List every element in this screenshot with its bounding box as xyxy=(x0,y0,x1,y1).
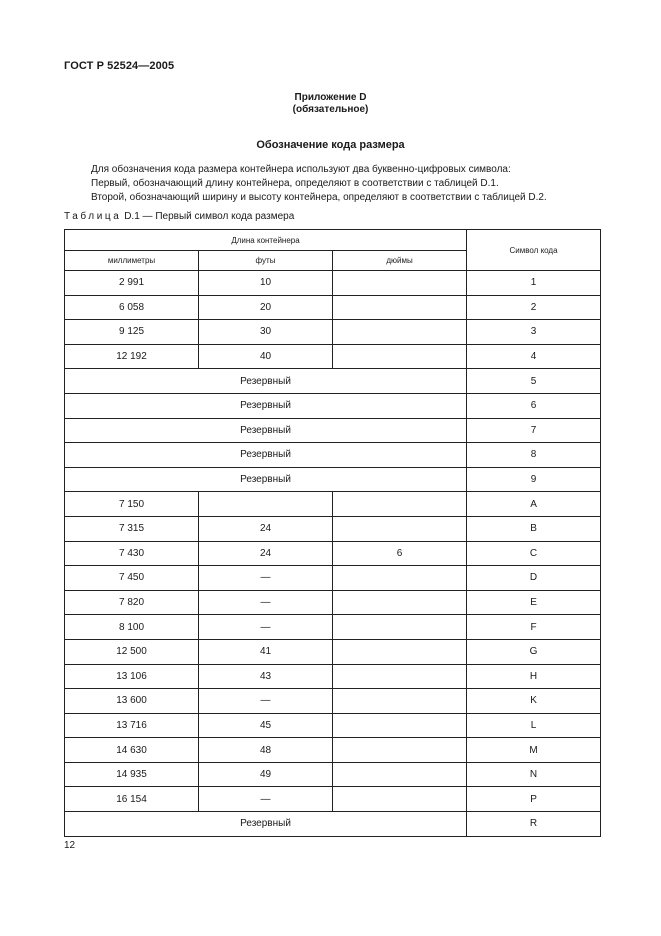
table-caption-text: D.1 — Первый символ кода размера xyxy=(121,211,295,222)
cell-code-symbol: F xyxy=(467,615,601,640)
cell-code-symbol: H xyxy=(467,664,601,689)
appendix-status: (обязательное) xyxy=(292,104,369,115)
cell-inches xyxy=(333,787,467,812)
cell-inches xyxy=(333,615,467,640)
cell-millimeters: 6 058 xyxy=(65,295,199,320)
header-feet: футы xyxy=(199,251,333,271)
cell-code-symbol: P xyxy=(467,787,601,812)
cell-feet: 40 xyxy=(199,344,333,369)
cell-reserved: Резервный xyxy=(65,393,467,418)
cell-inches xyxy=(333,713,467,738)
cell-code-symbol: C xyxy=(467,541,601,566)
size-code-table xyxy=(64,229,601,837)
cell-code-symbol: N xyxy=(467,762,601,787)
cell-inches xyxy=(333,738,467,763)
cell-inches xyxy=(333,492,467,517)
cell-millimeters: 7 315 xyxy=(65,516,199,541)
cell-code-symbol: L xyxy=(467,713,601,738)
cell-millimeters: 8 100 xyxy=(65,615,199,640)
cell-code-symbol: 4 xyxy=(467,344,601,369)
table-row xyxy=(65,467,601,492)
cell-code-symbol: 1 xyxy=(467,271,601,296)
table-row xyxy=(65,516,601,541)
table-row xyxy=(65,787,601,812)
cell-millimeters: 13 106 xyxy=(65,664,199,689)
table-row xyxy=(65,762,601,787)
paragraph-3: Второй, обозначающий ширину и высоту контейнера, определяют в соответствии с таблицей D.2. xyxy=(91,192,547,203)
table-row xyxy=(65,590,601,615)
cell-millimeters: 2 991 xyxy=(65,271,199,296)
table-row xyxy=(65,418,601,443)
table-header-row xyxy=(65,230,601,251)
table-row xyxy=(65,738,601,763)
cell-millimeters: 7 430 xyxy=(65,541,199,566)
cell-millimeters: 13 716 xyxy=(65,713,199,738)
cell-feet: 24 xyxy=(199,516,333,541)
table-row xyxy=(65,320,601,345)
table-row xyxy=(65,615,601,640)
table-row xyxy=(65,344,601,369)
cell-code-symbol: 8 xyxy=(467,443,601,468)
cell-reserved: Резервный xyxy=(65,467,467,492)
cell-code-symbol: B xyxy=(467,516,601,541)
cell-feet: 43 xyxy=(199,664,333,689)
cell-code-symbol: A xyxy=(467,492,601,517)
cell-code-symbol: 7 xyxy=(467,418,601,443)
table-row xyxy=(65,812,601,837)
table-row xyxy=(65,271,601,296)
header-code-symbol: Символ кода xyxy=(467,230,601,271)
cell-code-symbol: R xyxy=(467,812,601,837)
paragraph-1: Для обозначения кода размера контейнера используют два буквенно-цифровых символа: xyxy=(91,164,511,175)
cell-feet: 24 xyxy=(199,541,333,566)
cell-code-symbol: E xyxy=(467,590,601,615)
cell-inches xyxy=(333,295,467,320)
cell-inches xyxy=(333,320,467,345)
table-row xyxy=(65,639,601,664)
cell-millimeters: 7 150 xyxy=(65,492,199,517)
cell-code-symbol: G xyxy=(467,639,601,664)
cell-inches xyxy=(333,664,467,689)
table-row xyxy=(65,295,601,320)
table-row xyxy=(65,492,601,517)
table-row xyxy=(65,393,601,418)
cell-inches xyxy=(333,271,467,296)
table-row xyxy=(65,369,601,394)
cell-code-symbol: 5 xyxy=(467,369,601,394)
cell-inches xyxy=(333,639,467,664)
cell-millimeters: 14 630 xyxy=(65,738,199,763)
cell-millimeters: 14 935 xyxy=(65,762,199,787)
section-title: Обозначение кода размера xyxy=(256,139,405,151)
cell-millimeters: 16 154 xyxy=(65,787,199,812)
cell-millimeters: 7 820 xyxy=(65,590,199,615)
appendix-title: Приложение D xyxy=(294,92,367,103)
cell-feet: — xyxy=(199,787,333,812)
table-row xyxy=(65,443,601,468)
cell-feet: — xyxy=(199,615,333,640)
cell-millimeters: 9 125 xyxy=(65,320,199,345)
cell-inches: 6 xyxy=(333,541,467,566)
cell-feet: — xyxy=(199,566,333,591)
cell-millimeters: 12 192 xyxy=(65,344,199,369)
table-row xyxy=(65,541,601,566)
cell-feet xyxy=(199,492,333,517)
table-caption xyxy=(64,211,294,222)
cell-feet: 48 xyxy=(199,738,333,763)
cell-inches xyxy=(333,566,467,591)
cell-code-symbol: 3 xyxy=(467,320,601,345)
cell-code-symbol: D xyxy=(467,566,601,591)
cell-inches xyxy=(333,762,467,787)
cell-feet: 49 xyxy=(199,762,333,787)
cell-feet: — xyxy=(199,689,333,714)
cell-inches xyxy=(333,516,467,541)
cell-reserved: Резервный xyxy=(65,443,467,468)
cell-code-symbol: K xyxy=(467,689,601,714)
cell-code-symbol: M xyxy=(467,738,601,763)
header-millimeters: миллиметры xyxy=(65,251,199,271)
cell-feet: — xyxy=(199,590,333,615)
page-number: 12 xyxy=(64,840,76,851)
cell-millimeters: 7 450 xyxy=(65,566,199,591)
cell-reserved: Резервный xyxy=(65,369,467,394)
cell-inches xyxy=(333,590,467,615)
header-inches: дюймы xyxy=(333,251,467,271)
cell-feet: 10 xyxy=(199,271,333,296)
cell-code-symbol: 6 xyxy=(467,393,601,418)
paragraph-2: Первый, обозначающий длину контейнера, определяют в соответствии с таблицей D.1. xyxy=(91,178,499,189)
cell-millimeters: 13 600 xyxy=(65,689,199,714)
header-container-length: Длина контейнера xyxy=(65,230,467,251)
cell-millimeters: 12 500 xyxy=(65,639,199,664)
table-row xyxy=(65,664,601,689)
table-row xyxy=(65,689,601,714)
cell-feet: 41 xyxy=(199,639,333,664)
cell-feet: 45 xyxy=(199,713,333,738)
document-code: ГОСТ Р 52524—2005 xyxy=(64,60,175,72)
cell-inches xyxy=(333,689,467,714)
cell-feet: 20 xyxy=(199,295,333,320)
table-row xyxy=(65,713,601,738)
cell-feet: 30 xyxy=(199,320,333,345)
cell-code-symbol: 2 xyxy=(467,295,601,320)
cell-code-symbol: 9 xyxy=(467,467,601,492)
table-row xyxy=(65,566,601,591)
cell-reserved: Резервный xyxy=(65,812,467,837)
cell-reserved: Резервный xyxy=(65,418,467,443)
cell-inches xyxy=(333,344,467,369)
table-caption-label: Таблица xyxy=(64,211,122,222)
